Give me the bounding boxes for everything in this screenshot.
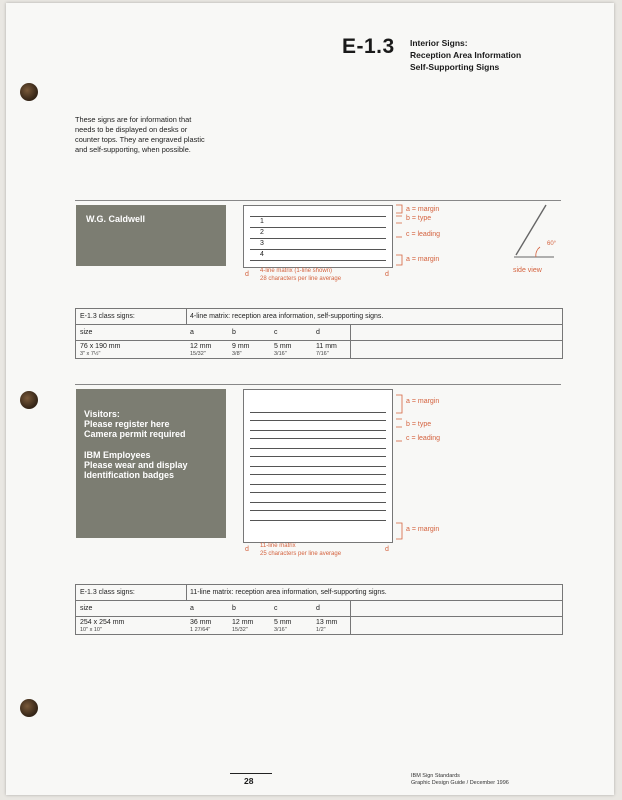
sign-example-visitors [76, 389, 226, 538]
matrix-line [250, 412, 386, 413]
table-class-label: E-1.3 class signs: [80, 589, 135, 596]
sign-text-block [84, 409, 188, 480]
matrix-line [250, 260, 386, 261]
matrix-line-number: 2 [260, 229, 264, 236]
table-row [76, 600, 562, 601]
table-size-mm: 76 x 190 mm [80, 343, 121, 350]
matrix-line [250, 420, 386, 421]
annotation-type: b = type [406, 421, 432, 428]
table-header-size: size [80, 605, 93, 612]
publication-line: Graphic Design Guide / December 1996 [411, 780, 509, 786]
sign-line [84, 440, 188, 450]
matrix-diagram-11-line [243, 389, 393, 543]
annotation-margin-bottom: a = margin [406, 256, 440, 263]
table-header-a: a [190, 605, 194, 612]
sign-line: Identification badges [84, 470, 175, 481]
table-header-c: c [274, 329, 278, 336]
matrix-line [250, 492, 386, 493]
class-signs-table-2 [75, 584, 563, 635]
matrix-line [250, 448, 386, 449]
matrix-line [250, 438, 386, 439]
table-header-d: d [316, 605, 320, 612]
annotation-margin-top: a = margin [406, 206, 440, 213]
sign-line: Please wear and display [84, 459, 188, 470]
caption-line: 4-line matrix (1-line shown) [260, 268, 333, 274]
table-divider [186, 585, 187, 600]
table-value-a: 36 mm [190, 619, 212, 626]
table-description: 4-line matrix: reception area information, self-supporting signs. [190, 313, 384, 320]
binder-hole-top [20, 83, 38, 101]
dimension-d-right: d [385, 271, 389, 278]
matrix-caption [260, 542, 341, 558]
table-description: 11-line matrix: reception area information, self-supporting signs. [190, 589, 387, 596]
dimension-d-left: d [245, 546, 249, 553]
table-header-b: b [232, 605, 236, 612]
publication-info [411, 773, 509, 787]
matrix-caption [260, 267, 341, 283]
table-value-b: 9 mm [232, 343, 250, 350]
table-value-a-in: 1 27/64" [190, 627, 211, 633]
table-row [76, 340, 562, 341]
matrix-line-number: 3 [260, 240, 264, 247]
class-signs-table-1 [75, 308, 563, 359]
page-number-rule [230, 773, 272, 774]
table-value-d-in: 1/2" [316, 627, 326, 633]
publication-line: IBM Sign Standards [411, 773, 460, 779]
matrix-line [250, 430, 386, 431]
intro-line: counter tops. They are engraved plastic [75, 135, 205, 144]
annotation-type: b = type [406, 215, 432, 222]
matrix-line [250, 474, 386, 475]
intro-paragraph [75, 115, 235, 155]
table-size-in: 10" x 10" [80, 627, 102, 633]
table-class-label: E-1.3 class signs: [80, 313, 135, 320]
matrix-diagram-4-line [243, 205, 393, 268]
table-divider [350, 600, 351, 634]
side-view-label: side view [513, 267, 542, 274]
binder-hole-bottom [20, 699, 38, 717]
caption-line: 25 characters per line average [260, 551, 342, 557]
matrix-line [250, 456, 386, 457]
matrix-line-number: 1 [260, 218, 264, 225]
caption-line: 11-line matrix [260, 543, 296, 549]
sign-line: Visitors: [84, 409, 120, 419]
table-value-d-in: 7/16" [316, 351, 329, 357]
matrix-line [250, 520, 386, 521]
table-value-c-in: 3/16" [274, 627, 287, 633]
table-header-c: c [274, 605, 278, 612]
table-value-c: 5 mm [274, 619, 292, 626]
matrix-line [250, 227, 386, 228]
table-divider [350, 324, 351, 358]
dimension-brackets [394, 393, 414, 543]
matrix-line [250, 484, 386, 485]
table-header-d: d [316, 329, 320, 336]
dimension-d-right: d [385, 546, 389, 553]
dimension-d-left: d [245, 271, 249, 278]
side-view-diagram [506, 201, 566, 265]
matrix-line [250, 502, 386, 503]
table-value-d: 13 mm [316, 619, 338, 626]
table-value-a: 12 mm [190, 343, 212, 350]
matrix-line [250, 249, 386, 250]
sign-text: W.G. Caldwell [86, 214, 146, 224]
caption-line: 28 characters per line average [260, 276, 342, 282]
section-divider [75, 200, 561, 201]
sign-line: IBM Employees [84, 449, 151, 460]
sign-line: Camera permit required [84, 429, 186, 440]
angle-label: 60° [547, 241, 557, 247]
title-line: Reception Area Information [410, 50, 522, 60]
table-value-d: 11 mm [316, 343, 337, 350]
page-number: 28 [244, 776, 254, 786]
table-header-a: a [190, 329, 194, 336]
annotation-margin-top: a = margin [406, 398, 440, 405]
table-value-b-in: 15/32" [232, 627, 248, 633]
table-value-b: 12 mm [232, 619, 254, 626]
binder-hole-middle [20, 391, 38, 409]
table-size-mm: 254 x 254 mm [80, 619, 125, 626]
table-header-b: b [232, 329, 236, 336]
table-divider [186, 309, 187, 324]
title-line: Interior Signs: [410, 38, 468, 48]
table-size-in: 3" x 7½" [80, 351, 101, 357]
annotation-leading: c = leading [406, 435, 441, 442]
matrix-line [250, 510, 386, 511]
table-row [76, 616, 562, 617]
matrix-line [250, 466, 386, 467]
table-value-a-in: 15/32" [190, 351, 206, 357]
matrix-line-number: 4 [260, 251, 264, 258]
sign-line: Please register here [84, 419, 170, 430]
table-value-b-in: 3/8" [232, 351, 242, 357]
intro-line: needs to be displayed on desks or [75, 125, 188, 134]
title-line: Self-Supporting Signs [410, 62, 500, 72]
table-row [76, 324, 562, 325]
matrix-line [250, 216, 386, 217]
table-value-c: 5 mm [274, 343, 292, 350]
section-title [410, 37, 521, 73]
annotation-margin-bottom: a = margin [406, 526, 440, 533]
intro-line: and self-supporting, when possible. [75, 145, 191, 154]
document-page [6, 3, 614, 795]
sign-example-nameplate [76, 205, 226, 266]
section-divider [75, 384, 561, 385]
table-value-c-in: 3/16" [274, 351, 287, 357]
intro-line: These signs are for information that [75, 115, 192, 124]
table-header-size: size [80, 329, 93, 336]
section-code: E-1.3 [342, 35, 395, 58]
matrix-line [250, 238, 386, 239]
annotation-leading: c = leading [406, 231, 441, 238]
